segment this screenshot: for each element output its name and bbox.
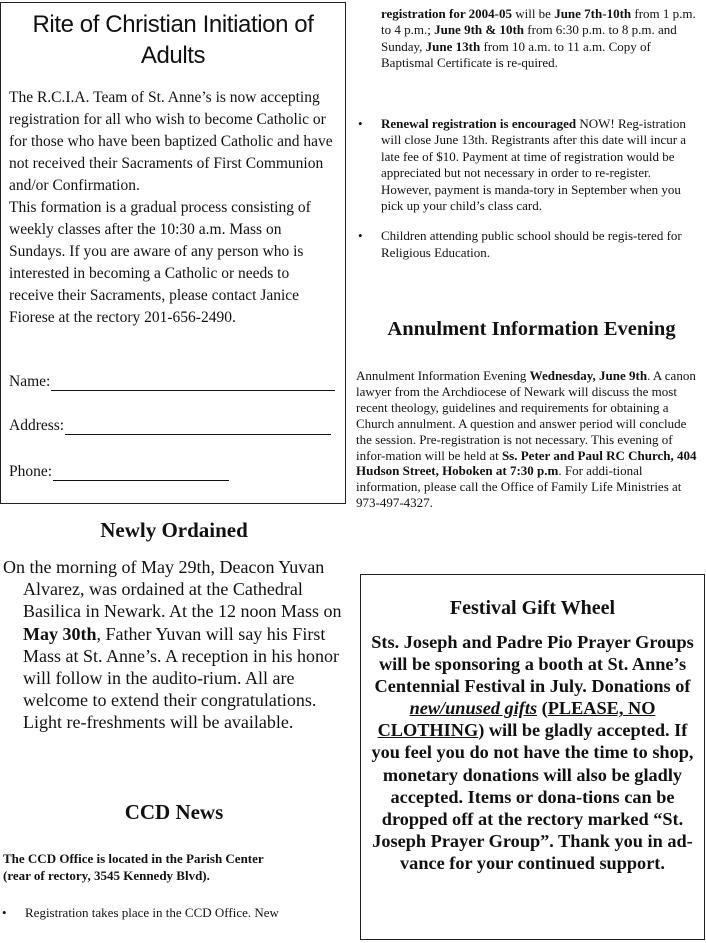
fest-new-unused: new/unused gifts — [409, 698, 538, 719]
phone-line[interactable] — [53, 466, 229, 481]
name-line[interactable] — [51, 376, 335, 391]
reg-t4: from 10 a.m. to 11 a.m. Copy of Baptismal Certificate is re-quired. — [381, 38, 651, 71]
renewal-bold: Renewal registration is encouraged — [381, 116, 577, 131]
phone-field-row[interactable] — [9, 463, 229, 481]
ordained-heading: Newly Ordained — [100, 518, 248, 542]
address-label: Address: — [9, 417, 65, 434]
reg-bold-3: June 9th & 10th — [434, 22, 525, 38]
reg-t3: from 6:30 p.m. to 8 p.m. and Sunday, — [381, 22, 677, 54]
annulment-heading: Annulment Information Evening — [387, 318, 676, 340]
reg-bold-2: June 7th-10th — [554, 6, 632, 21]
rcia-body — [9, 87, 337, 329]
festival-heading: Festival Gift Wheel — [449, 597, 616, 619]
reg-bold-1: registration for 2004-05 — [381, 6, 512, 21]
phone-label: Phone: — [9, 463, 53, 480]
ordained-text-b: , Father Yuvan will say his First Mass at St. Anne’s. A reception in his honor will follow in the audito-rium. All are welcome to extend their congratulations. Light re-freshments will be available. — [23, 623, 339, 733]
renewal-text: NOW! Reg-istration will close June 13th. Registrants after this date will incur a late fee of $10. Payment at time of registration would be appreciated but not necessary in order to re-register. However, payment is manda-tory in September when you pick up your child’s class card. — [381, 116, 687, 214]
reg-t1: will be — [511, 6, 555, 21]
annulment-text — [356, 368, 703, 511]
reg-t2: from 1 p.m. to 4 p.m.; — [381, 6, 696, 38]
name-field-row[interactable] — [9, 373, 335, 391]
ordained-date: May 30th — [23, 623, 97, 644]
ann-t3: . For addi-tional information, please call the Office of Family Life Ministries at 973-497-4327. — [356, 463, 682, 511]
rcia-paragraph-2: This formation is a gradual process consisting of weekly classes after the 10:30 a.m. Mass on Sundays. If you are aware of any person who is interested in becoming a Catholic or needs to receive their Sacraments, please contact Janice Fiorese at the rectory 201-656-2490. — [9, 199, 311, 326]
reg-bold-4: June 13th — [425, 38, 481, 54]
ccd-bullet-2 — [356, 116, 704, 214]
ccd-intro-line1: The CCD Office is located in the Parish Center — [3, 851, 264, 866]
rcia-title — [1, 9, 345, 71]
ccd-intro-line2: (rear of rectory, 3545 Kennedy Blvd). — [3, 868, 210, 883]
ccd-intro — [3, 850, 348, 884]
ann-t1: Annulment Information Evening — [356, 368, 530, 383]
ann-date: Wednesday, June 9th — [529, 368, 648, 383]
rcia-paragraph-1: The R.C.I.A. Team of St. Anne’s is now accepting registration for all who wish to become Catholic or for those who have been baptized Catholic and have not received their Sacraments of First Communion and/or Confirmation. — [9, 89, 333, 194]
festival-box — [360, 574, 705, 940]
address-field-row[interactable] — [9, 417, 331, 435]
ccd-bullet-1-start: • Registration takes place in the CCD Office. New — [0, 905, 345, 921]
rcia-title-line2: Adults — [140, 42, 206, 69]
ann-t2: . A canon lawyer from the Archdiocese of Newark will discuss the most recent theology, guidelines and requirements for obtaining a Church annulment. A question and answer period will conclude the session. Pre-registration is not necessary. This evening of infor-mation will be held at — [356, 368, 696, 463]
address-line[interactable] — [65, 420, 331, 435]
fest-t2: ( — [537, 698, 548, 719]
ccd-bullets-right — [356, 116, 704, 261]
festival-text — [365, 631, 700, 874]
fest-no-clothing: PLEASE, NO CLOTHING — [377, 698, 656, 741]
ordained-text-a: On the morning of May 29th, Deacon Yuvan Alvarez, was ordained at the Cathedral Basilica in Newark. At the 12 noon Mass on — [3, 557, 342, 622]
fest-t3: ) will be gladly accepted. If you feel you do not have the time to shop, monetary donations will also be gladly accepted. Items or dona-tions can be dropped off at the rectory marked “St. Joseph Prayer Group”. Thank you in ad-vance for your continued support. — [371, 720, 694, 873]
rcia-box — [0, 2, 346, 504]
ordained-text — [3, 556, 351, 734]
ann-location: Ss. Peter and Paul RC Church, 404 Hudson Street, Hoboken at 7:30 p.m — [356, 447, 697, 479]
ccd-bullet-3: • Children attending public school should be regis-tered for Religious Education. — [356, 228, 704, 261]
name-label: Name: — [9, 373, 51, 390]
ccd-heading: CCD News — [124, 800, 224, 824]
rcia-title-line1: Rite of Christian Initiation of — [32, 11, 314, 38]
ccd-bullet-1-continued — [381, 6, 703, 72]
ccd-bullet-start — [0, 905, 345, 921]
fest-t1: Sts. Joseph and Padre Pio Prayer Groups will be sponsoring a booth at St. Anne’s Centennial Festival in July. Donations of — [371, 632, 694, 697]
